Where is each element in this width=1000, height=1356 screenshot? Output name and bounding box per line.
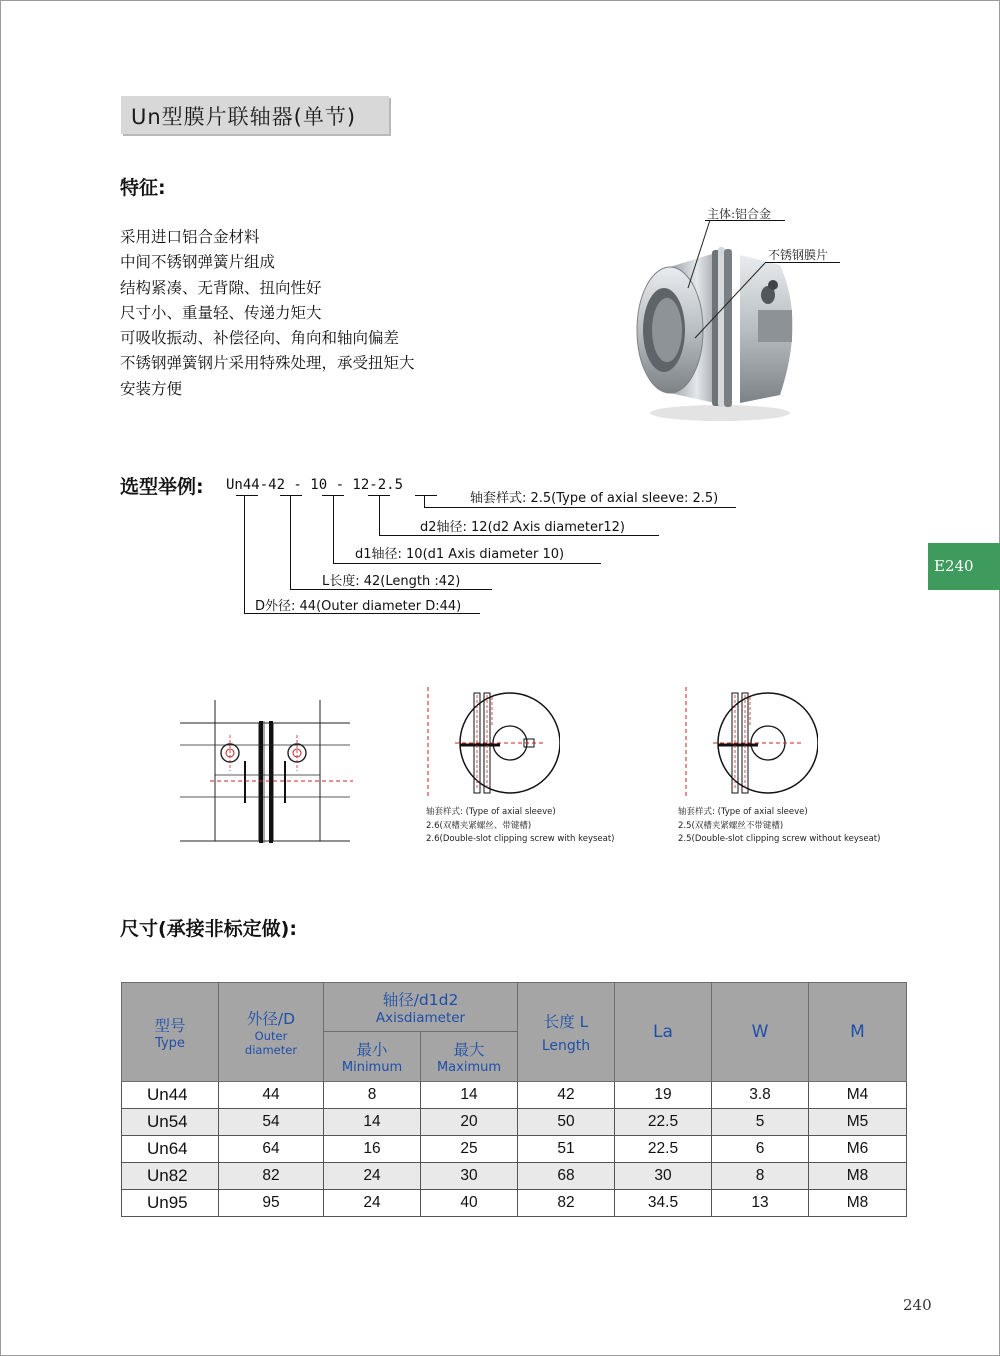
cell-w: 3.8 [712,1082,809,1109]
caption-right-line3: 2.5(Double-slot clipping screw without keyseat) [678,834,881,844]
caption-left-line3: 2.6(Double-slot clipping screw with keyseat) [426,834,615,844]
dimensions-table [121,982,907,1217]
header-type: 型号 Type [122,983,219,1082]
cell-m: M4 [809,1082,907,1109]
feature-item: 尺寸小、重量轻、传递力矩大 [120,303,322,322]
leader-vertical [244,495,245,614]
cell-la: 22.5 [615,1109,712,1136]
cell-outer-diameter: 44 [219,1082,324,1109]
leader-horizontal [424,507,736,508]
d2-label: d2轴径: 12(d2 Axis diameter12) [420,520,625,535]
leader-horizontal [379,535,659,536]
d1-label: d1轴径: 10(d1 Axis diameter 10) [355,547,565,562]
cell-maximum: 30 [421,1163,518,1190]
cell-type: Un64 [122,1136,219,1163]
disc-material-label: 不锈钢膜片 [768,248,829,262]
feature-item: 结构紧凑、无背隙、扭向性好 [120,278,322,297]
header-length: 长度 L Length [518,983,615,1082]
cell-maximum: 25 [421,1136,518,1163]
page-title: Un型膜片联轴器(单节) [131,105,357,129]
sleeve-type-label: 轴套样式: 2.5(Type of axial sleeve: 2.5) [470,491,719,506]
leader-horizontal [290,589,492,590]
cell-length: 51 [518,1136,615,1163]
cell-minimum: 24 [324,1163,421,1190]
header-w: W [712,983,809,1082]
cell-m: M6 [809,1136,907,1163]
selection-heading: 选型举例: [120,476,204,498]
cell-w: 13 [712,1190,809,1217]
page-number: 240 [903,1296,932,1314]
cell-type: Un82 [122,1163,219,1190]
dimensions-heading: 尺寸(承接非标定做): [120,918,297,940]
cell-outer-diameter: 64 [219,1136,324,1163]
code-underline [280,495,302,496]
cell-outer-diameter: 82 [219,1163,324,1190]
cell-minimum: 8 [324,1082,421,1109]
cell-type: Un44 [122,1082,219,1109]
feature-item: 安装方便 [120,379,183,398]
table-row [122,1136,907,1163]
caption-right-line2: 2.5(双槽夹紧螺丝不带键槽) [678,821,784,831]
cell-la: 30 [615,1163,712,1190]
header-minimum: 最小 Minimum [324,1032,421,1082]
section-tab: E240 [928,543,1000,590]
code-underline [236,495,258,496]
caption-left-line1: 轴套样式: (Type of axial sleeve) [426,807,556,817]
header-axis-diameter: 轴径/d1d2 Axisdiameter [324,983,518,1032]
cell-w: 8 [712,1163,809,1190]
leader-vertical [333,495,334,564]
leader-vertical [290,495,291,590]
cell-length: 42 [518,1082,615,1109]
cell-outer-diameter: 95 [219,1190,324,1217]
cell-outer-diameter: 54 [219,1109,324,1136]
body-material-label: 主体:铝合金 [707,207,772,221]
cell-la: 34.5 [615,1190,712,1217]
leader-lines [680,218,840,348]
table-row [122,1163,907,1190]
leader-horizontal [244,613,480,614]
outer-diameter-label: D外径: 44(Outer diameter D:44) [255,599,462,614]
cell-m: M8 [809,1163,907,1190]
cell-type: Un95 [122,1190,219,1217]
feature-list [120,225,415,402]
cell-minimum: 14 [324,1109,421,1136]
cell-maximum: 40 [421,1190,518,1217]
feature-item: 中间不锈钢弹簧片组成 [120,253,276,272]
cell-length: 68 [518,1163,615,1190]
length-label: L长度: 42(Length :42) [322,574,461,589]
sleeve-26-drawing [420,685,560,800]
table-row [122,1109,907,1136]
disc-label-underline [765,262,840,263]
coupling-side-drawing [175,695,355,845]
cell-la: 22.5 [615,1136,712,1163]
caption-left-line2: 2.6(双槽夹紧螺丝、带键槽) [426,821,532,831]
feature-item: 不锈钢弹簧钢片采用特殊处理，承受扭矩大 [120,354,415,373]
sleeve-25-drawing [678,685,818,800]
table-row [122,1190,907,1217]
cell-minimum: 24 [324,1190,421,1217]
header-maximum: 最大 Maximum [421,1032,518,1082]
cell-maximum: 14 [421,1082,518,1109]
cell-maximum: 20 [421,1109,518,1136]
header-m: M [809,983,907,1082]
cell-w: 6 [712,1136,809,1163]
cell-length: 50 [518,1109,615,1136]
cell-type: Un54 [122,1109,219,1136]
cell-la: 19 [615,1082,712,1109]
feature-item: 可吸收振动、补偿径向、角向和轴向偏差 [120,329,400,348]
code-underline [415,495,437,496]
selection-code: Un44-42 - 10 - 12-2.5 [226,477,404,493]
header-la: La [615,983,712,1082]
cell-m: M5 [809,1109,907,1136]
table-row [122,1082,907,1109]
cell-minimum: 16 [324,1136,421,1163]
leader-horizontal [333,563,601,564]
leader-vertical [379,495,380,536]
header-outer-diameter: 外径/D Outer diameter [219,983,324,1082]
cell-length: 82 [518,1190,615,1217]
caption-right-line1: 轴套样式: (Type of axial sleeve) [678,807,808,817]
cell-m: M8 [809,1190,907,1217]
features-heading: 特征: [120,177,166,199]
cell-w: 5 [712,1109,809,1136]
feature-item: 采用进口铝合金材料 [120,228,260,246]
